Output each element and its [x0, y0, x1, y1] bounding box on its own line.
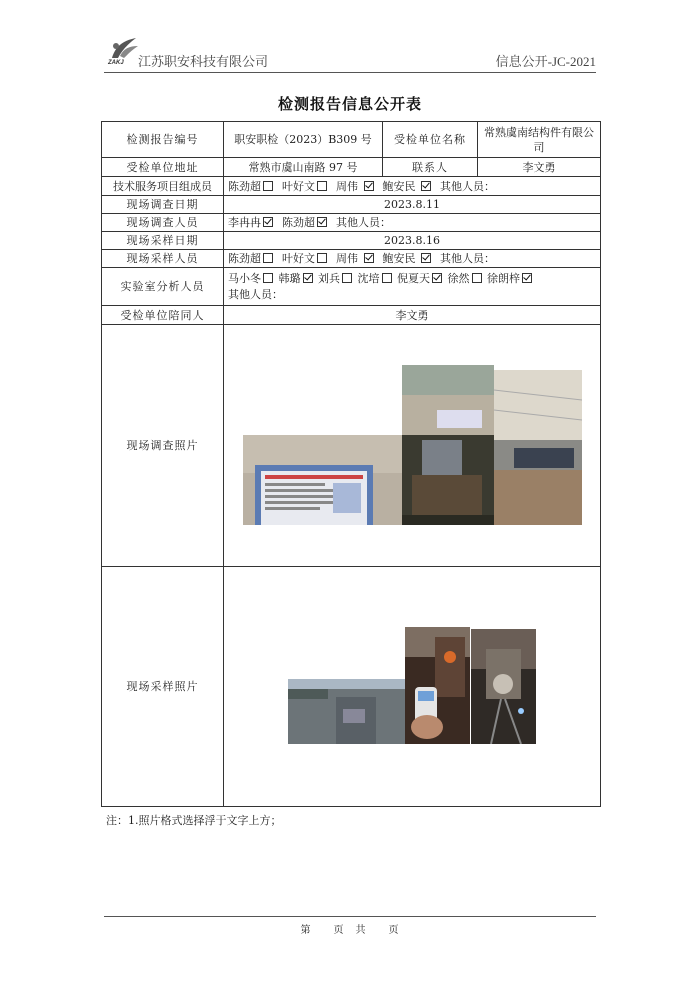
checkbox[interactable] — [263, 273, 273, 283]
checkbox[interactable] — [317, 253, 327, 263]
survey-photo-workshop-machine — [402, 365, 494, 525]
checkbox[interactable] — [382, 273, 392, 283]
checkbox[interactable] — [342, 273, 352, 283]
survey-photo-factory-hall — [494, 370, 582, 525]
checkbox-checked[interactable] — [421, 181, 431, 191]
team-label: 技术服务项目组成员 — [102, 177, 224, 196]
member-name: 沈培 — [357, 271, 380, 285]
member-name: 李冉冉 — [228, 216, 261, 229]
footnote: 注：1.照片格式选择浮于文字上方； — [106, 814, 282, 827]
survey-photo-area — [224, 325, 601, 567]
checkbox-checked[interactable] — [522, 273, 532, 283]
checkbox-checked[interactable] — [303, 273, 313, 283]
survey-photo-notice-board — [243, 435, 403, 525]
company-name: 江苏职安科技有限公司 — [138, 55, 269, 70]
member-name: 周伟 — [336, 179, 358, 193]
sample-date-label: 现场采样日期 — [102, 232, 224, 250]
page-title: 检测报告信息公开表 — [277, 95, 422, 113]
escort-value: 李文勇 — [224, 306, 601, 325]
member-name: 刘兵 — [318, 271, 340, 285]
info-table — [101, 121, 601, 807]
contact-label: 联系人 — [383, 158, 478, 177]
sample-photo-equipment — [471, 629, 536, 744]
checkbox-checked[interactable] — [421, 253, 431, 263]
others-label: 其他人员： — [336, 216, 391, 229]
unit-name-value: 常熟虞南结构件有限公司 — [478, 122, 601, 158]
samplers — [224, 250, 601, 268]
survey-photo-label: 现场调查照片 — [102, 325, 224, 567]
member-name: 周伟 — [336, 252, 358, 265]
checkbox-checked[interactable] — [364, 181, 374, 191]
logo-text: ZAKJ — [108, 60, 124, 66]
checkbox[interactable] — [472, 273, 482, 283]
checkbox-checked[interactable] — [263, 217, 273, 227]
address-label: 受检单位地址 — [102, 158, 224, 177]
checkbox[interactable] — [263, 181, 273, 191]
escort-label: 受检单位陪同人 — [102, 306, 224, 325]
footer-divider — [104, 916, 596, 917]
member-name: 徐然 — [447, 271, 470, 285]
others-label: 其他人员： — [228, 287, 283, 301]
samplers-label: 现场采样人员 — [102, 250, 224, 268]
page-number: 第 页 共 页 — [300, 925, 400, 936]
surveyors — [224, 214, 601, 232]
unit-name-label: 受检单位名称 — [383, 122, 478, 158]
survey-date-label: 现场调查日期 — [102, 196, 224, 214]
checkbox-checked[interactable] — [432, 273, 442, 283]
survey-date-value: 2023.8.11 — [224, 196, 601, 214]
sample-photo-meter-in-hand — [405, 627, 470, 744]
page-header — [104, 34, 596, 73]
contact-value: 李文勇 — [478, 158, 601, 177]
member-name: 韩璐 — [278, 271, 301, 285]
sample-photo-area — [224, 567, 601, 807]
member-name: 陈劲超 — [282, 216, 315, 229]
member-name: 叶好文 — [282, 252, 315, 265]
others-label: 其他人员： — [440, 252, 495, 265]
others-label: 其他人员： — [440, 179, 495, 193]
checkbox[interactable] — [263, 253, 273, 263]
surveyors-label: 现场调查人员 — [102, 214, 224, 232]
member-name: 陈劲超 — [228, 252, 261, 265]
lab-members — [224, 268, 601, 306]
member-name: 叶好文 — [282, 179, 315, 193]
report-no-label: 检测报告编号 — [102, 122, 224, 158]
member-name: 马小冬 — [228, 271, 261, 285]
sample-photo-building — [288, 679, 405, 744]
member-name: 徐朗梓 — [487, 271, 520, 285]
sample-date-value: 2023.8.16 — [224, 232, 601, 250]
report-no-value: 职安职检（2023）B309 号 — [224, 122, 383, 158]
member-name: 倪夏天 — [397, 271, 430, 285]
sample-photo-label: 现场采样照片 — [102, 567, 224, 807]
team-members — [224, 177, 601, 196]
document-number: 信息公开-JC-2021 — [495, 54, 596, 69]
address-value: 常熟市虞山南路 97 号 — [224, 158, 383, 177]
member-name: 陈劲超 — [228, 179, 261, 193]
lab-label: 实验室分析人员 — [102, 268, 224, 306]
checkbox[interactable] — [317, 181, 327, 191]
member-name: 鲍安民 — [382, 252, 416, 265]
checkbox-checked[interactable] — [317, 217, 327, 227]
member-name: 鲍安民 — [382, 179, 416, 193]
checkbox-checked[interactable] — [364, 253, 374, 263]
